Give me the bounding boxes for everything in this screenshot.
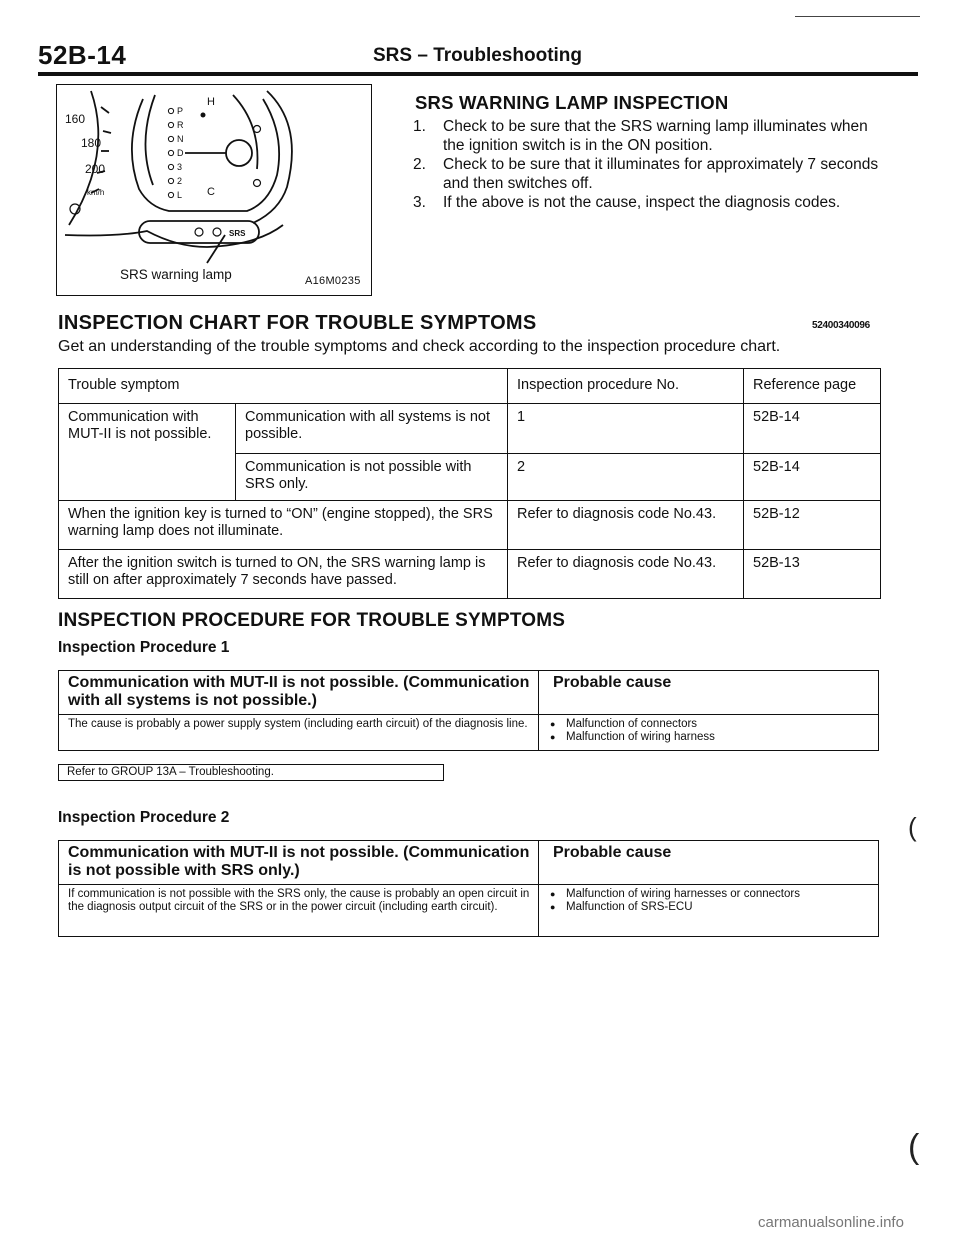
figure-caption: SRS warning lamp — [120, 267, 232, 282]
probable-cause-label: Probable cause — [539, 841, 879, 885]
header-reference-page: Reference page — [744, 369, 881, 404]
srs-lamp-icon: SRS — [229, 229, 246, 238]
step-item — [413, 193, 888, 212]
table-row — [59, 404, 881, 454]
cell-reference: 52B-13 — [744, 550, 881, 599]
gauge-cold-label: C — [207, 186, 215, 198]
cell-procedure: 2 — [508, 454, 744, 501]
procedures-title: INSPECTION PROCEDURE FOR TROUBLE SYMPTOMS — [58, 610, 566, 631]
step-item — [413, 117, 888, 155]
cause-item: ● Malfunction of SRS-ECU — [548, 901, 870, 914]
step-text: Check to be sure that the SRS warning lamp illuminates when the ignition switch is in the ON position. — [443, 118, 868, 154]
gear-letter-p: P — [177, 106, 184, 116]
brake-lamp-icon — [195, 228, 203, 236]
cause-item: ● Malfunction of connectors — [548, 718, 870, 731]
table-header-row — [59, 369, 881, 404]
figure-code: A16M0235 — [305, 275, 361, 287]
gear-letter-3: 3 — [177, 162, 183, 172]
cell-symptom: After the ignition switch is turned to ON, the SRS warning lamp is still on after approximately 7 seconds have passed. — [59, 550, 508, 599]
speed-mark-180: 180 — [81, 136, 102, 150]
cell-procedure: 1 — [508, 404, 744, 454]
speed-mark-160: 160 — [65, 112, 86, 126]
gear-letter-n: N — [177, 134, 184, 144]
table-row — [59, 885, 879, 937]
watermark-text: carmanualsonline.info — [758, 1214, 904, 1231]
inspection-chart-intro: Get an understanding of the trouble symptoms and check according to the inspection procedure chart. — [58, 338, 781, 355]
procedure-2-heading: Communication with MUT-II is not possible. (Communication is not possible with SRS only.) — [59, 841, 539, 885]
header-trouble-symptom: Trouble symptom — [59, 369, 508, 404]
high-beam-icon — [254, 126, 261, 133]
procedure-2-causes — [539, 885, 879, 937]
lamp-inspection-title: SRS WARNING LAMP INSPECTION — [415, 92, 729, 113]
hot-indicator-dot — [201, 113, 206, 118]
scan-artifact-bracket: ( — [908, 1128, 920, 1166]
header-rule — [38, 72, 918, 76]
gear-letter-d: D — [177, 148, 184, 158]
page-number: 52B-14 — [38, 40, 127, 70]
procedure-2-label: Inspection Procedure 2 — [58, 809, 230, 826]
table-row — [59, 550, 881, 599]
group-label-mut-ii: Communication with MUT-II is not possible. — [59, 404, 236, 501]
cell-procedure: Refer to diagnosis code No.43. — [508, 550, 744, 599]
gauge-hot-label: H — [207, 96, 215, 108]
cause-item: ● Malfunction of wiring harness — [548, 731, 870, 744]
speed-mark-200: 200 — [85, 162, 106, 176]
reference-note: Refer to GROUP 13A – Troubleshooting. — [58, 764, 444, 781]
step-number: 2. — [413, 156, 426, 173]
table-header-row — [59, 671, 879, 715]
header-procedure-no: Inspection procedure No. — [508, 369, 744, 404]
gear-letter-l: L — [177, 190, 183, 200]
step-number: 1. — [413, 118, 426, 135]
cell-procedure: Refer to diagnosis code No.43. — [508, 501, 744, 550]
section-title: SRS – Troubleshooting — [373, 45, 583, 66]
cause-item: ● Malfunction of wiring harnesses or connectors — [548, 888, 870, 901]
top-scan-mark — [795, 16, 920, 17]
step-text: Check to be sure that it illuminates for approximately 7 seconds and then switches off. — [443, 156, 879, 192]
table-row — [59, 501, 881, 550]
page-header — [38, 40, 918, 70]
procedure-1-table — [58, 670, 879, 751]
inspection-chart-table — [58, 368, 881, 599]
procedure-2-description: If communication is not possible with the SRS only, the cause is probably an open circuit in the diagnosis output circuit of the SRS or in the power circuit (including earth circuit). — [59, 885, 539, 937]
battery-lamp-icon — [213, 228, 221, 236]
cell-symptom: Communication with all systems is not possible. — [236, 404, 508, 454]
procedure-1-label: Inspection Procedure 1 — [58, 639, 230, 656]
oil-icon — [254, 180, 261, 187]
lamp-inspection-steps — [413, 117, 888, 212]
instrument-cluster-drawing — [57, 85, 373, 297]
table-header-row — [59, 841, 879, 885]
inspection-chart-code: 52400340096 — [812, 320, 870, 331]
probable-cause-label: Probable cause — [539, 671, 879, 715]
step-item — [413, 155, 888, 193]
cell-symptom: When the ignition key is turned to “ON” (engine stopped), the SRS warning lamp does not illuminate. — [59, 501, 508, 550]
step-number: 3. — [413, 194, 426, 211]
gear-letter-r: R — [177, 120, 184, 130]
table-row — [59, 715, 879, 751]
procedure-1-description: The cause is probably a power supply system (including earth circuit) of the diagnosis line. — [59, 715, 539, 751]
procedure-2-table — [58, 840, 879, 937]
step-text: If the above is not the cause, inspect the diagnosis codes. — [443, 194, 841, 211]
cell-reference: 52B-14 — [744, 404, 881, 454]
procedure-1-heading: Communication with MUT-II is not possible. (Communication with all systems is not possible.) — [59, 671, 539, 715]
inspection-chart-title: INSPECTION CHART FOR TROUBLE SYMPTOMS — [58, 312, 537, 334]
gear-letter-2: 2 — [177, 176, 183, 186]
srs-warning-lamp-figure — [56, 84, 372, 296]
procedure-1-causes — [539, 715, 879, 751]
cell-symptom: Communication is not possible with SRS only. — [236, 454, 508, 501]
scan-artifact-bracket: ( — [908, 812, 917, 842]
speed-unit: km/h — [87, 188, 105, 197]
cell-reference: 52B-14 — [744, 454, 881, 501]
cell-reference: 52B-12 — [744, 501, 881, 550]
